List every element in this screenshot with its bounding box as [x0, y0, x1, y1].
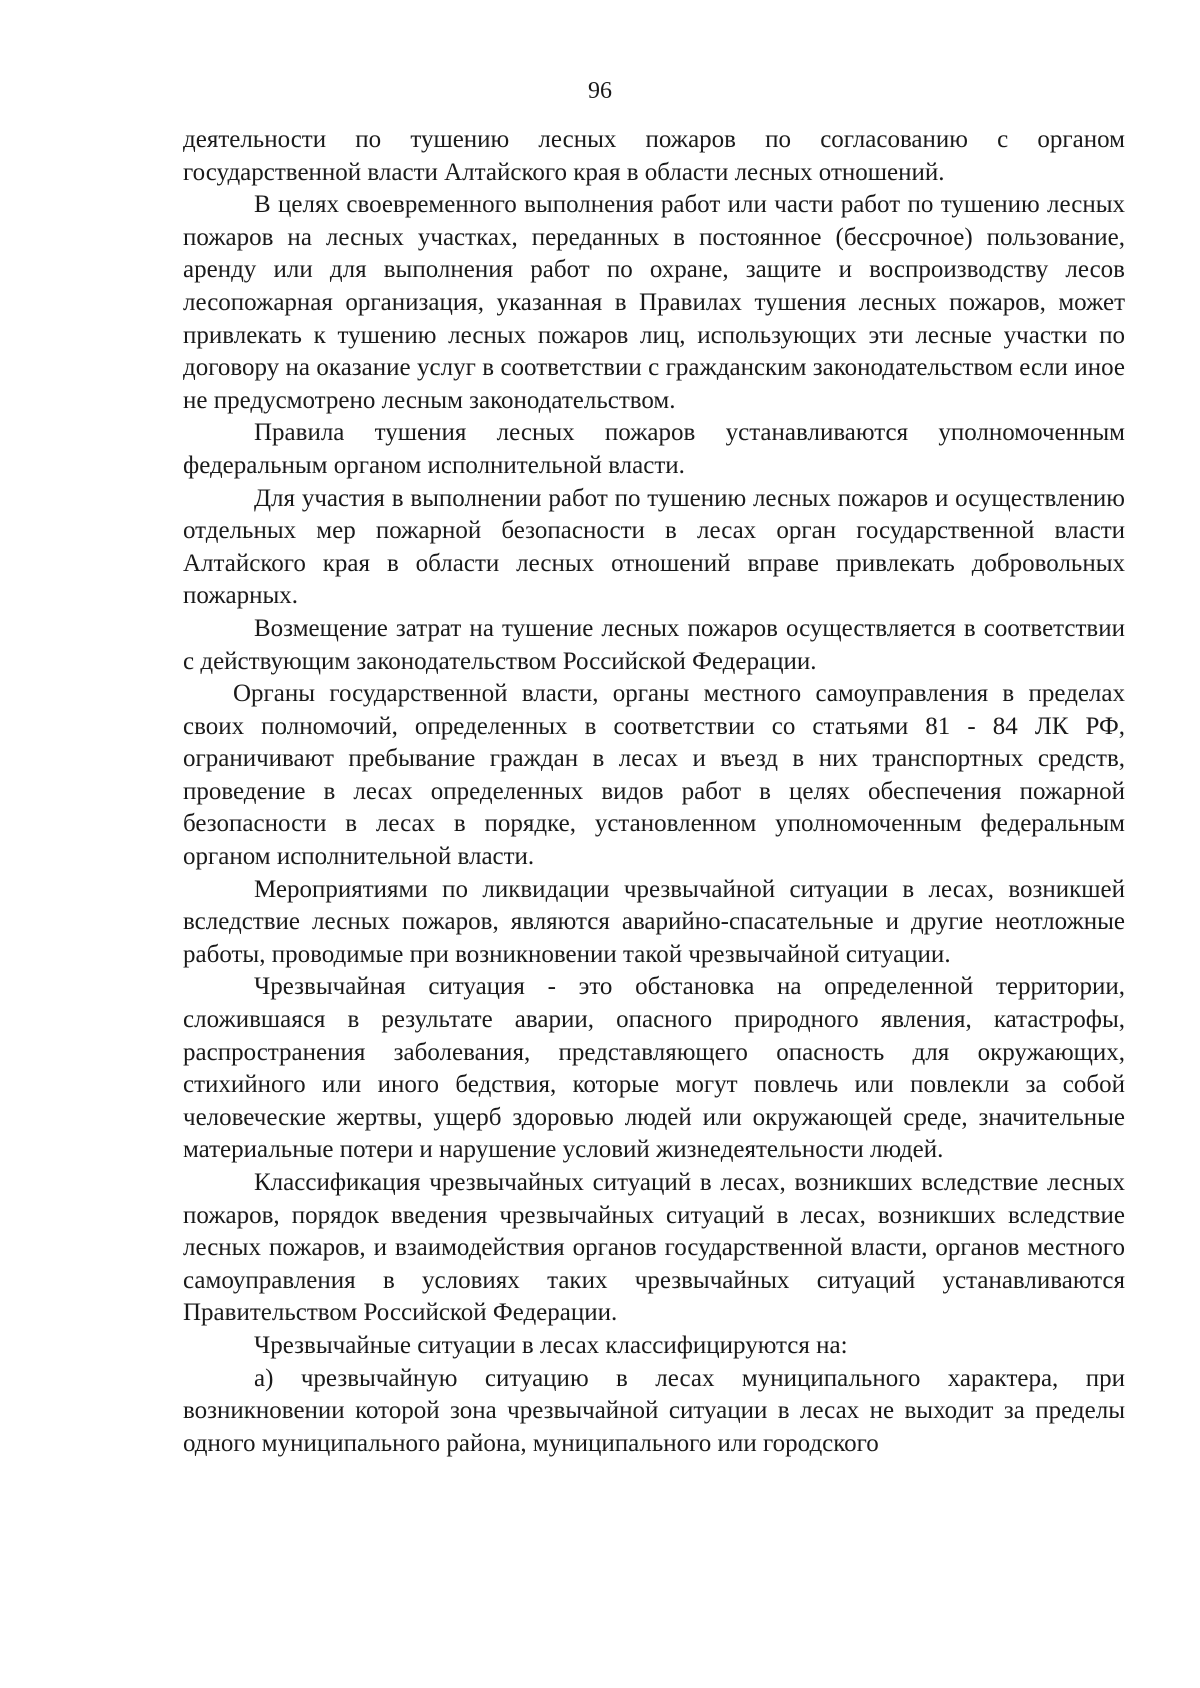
document-body — [183, 124, 1125, 1460]
paragraph-emergency-classification: Классификация чрезвычайных ситуаций в лесах, возникших вследствие лесных пожаров, порядок введения чрезвычайных ситуаций в лесах, возникших вследствие лесных пожаров, и взаимодействия органов государственной власти, органов местного самоуправления в условиях таких чрезвычайных ситуаций устанавливаются Правительством Российской Федерации. — [183, 1169, 1125, 1327]
paragraph-municipal-emergency: а) чрезвычайную ситуацию в лесах муниципального характера, при возникновении которой зона чрезвычайной ситуации в лесах не выходит за пределы одного муниципального района, муниципального или городского — [183, 1364, 1125, 1457]
paragraph-continuation: деятельности по тушению лесных пожаров по согласованию с органом государственной власти Алтайского края в области лесных отношений. — [183, 126, 1125, 186]
paragraph-emergency-definition: Чрезвычайная ситуация - это обстановка на определенной территории, сложившаяся в результате аварии, опасного природного явления, катастрофы, распространения заболевания, представляющего опасность для окружающих, стихийного или иного бедствия, которые могут повлечь или повлекли за собой человеческие жертвы, ущерб здоровью людей или окружающей среде, значительные материальные потери и нарушение условий жизнедеятельности людей. — [183, 973, 1125, 1164]
paragraph-volunteers: Для участия в выполнении работ по тушению лесных пожаров и осуществлению отдельных мер пожарной безопасности в лесах орган государственной власти Алтайского края в области лесных отношений вправе привлекать добровольных пожарных. — [183, 484, 1125, 610]
paragraph-fire-contractors: В целях своевременного выполнения работ или части работ по тушению лесных пожаров на лесных участках, переданных в постоянное (бессрочное) пользование, аренду или для выполнения работ по охране, защите и воспроизводству лесов лесопожарная организация, указанная в Правилах тушения лесных пожаров, может привлекать к тушению лесных пожаров лиц, использующих эти лесные участки по договору на оказание услуг в соответствии с гражданским законодательством если иное не предусмотрено лесным законодательством. — [183, 191, 1125, 414]
paragraph-access-restriction: Органы государственной власти, органы местного самоуправления в пределах своих полномочий, определенных в соответствии со статьями 81 - 84 ЛК РФ, ограничивают пребывание граждан в лесах и въезд в них транспортных средств, проведение в лесах определенных видов работ в целях обеспечения пожарной безопасности в лесах в порядке, установленном уполномоченным федеральным органом исполнительной власти. — [183, 680, 1125, 871]
page-number: 96 — [588, 78, 612, 104]
paragraph-fire-rules: Правила тушения лесных пожаров устанавливаются уполномоченным федеральным органом исполнительной власти. — [183, 419, 1125, 479]
paragraph-cost-reimbursement: Возмещение затрат на тушение лесных пожаров осуществляется в соответствии с действующим законодательством Российской Федерации. — [183, 614, 1125, 675]
paragraph-classification-intro: Чрезвычайные ситуации в лесах классифицируются на: — [254, 1331, 848, 1359]
paragraph-emergency-measures: Мероприятиями по ликвидации чрезвычайной ситуации в лесах, возникшей вследствие лесных пожаров, являются аварийно-спасательные и другие неотложные работы, проводимые при возникновении такой чрезвычайной ситуации. — [183, 875, 1125, 968]
